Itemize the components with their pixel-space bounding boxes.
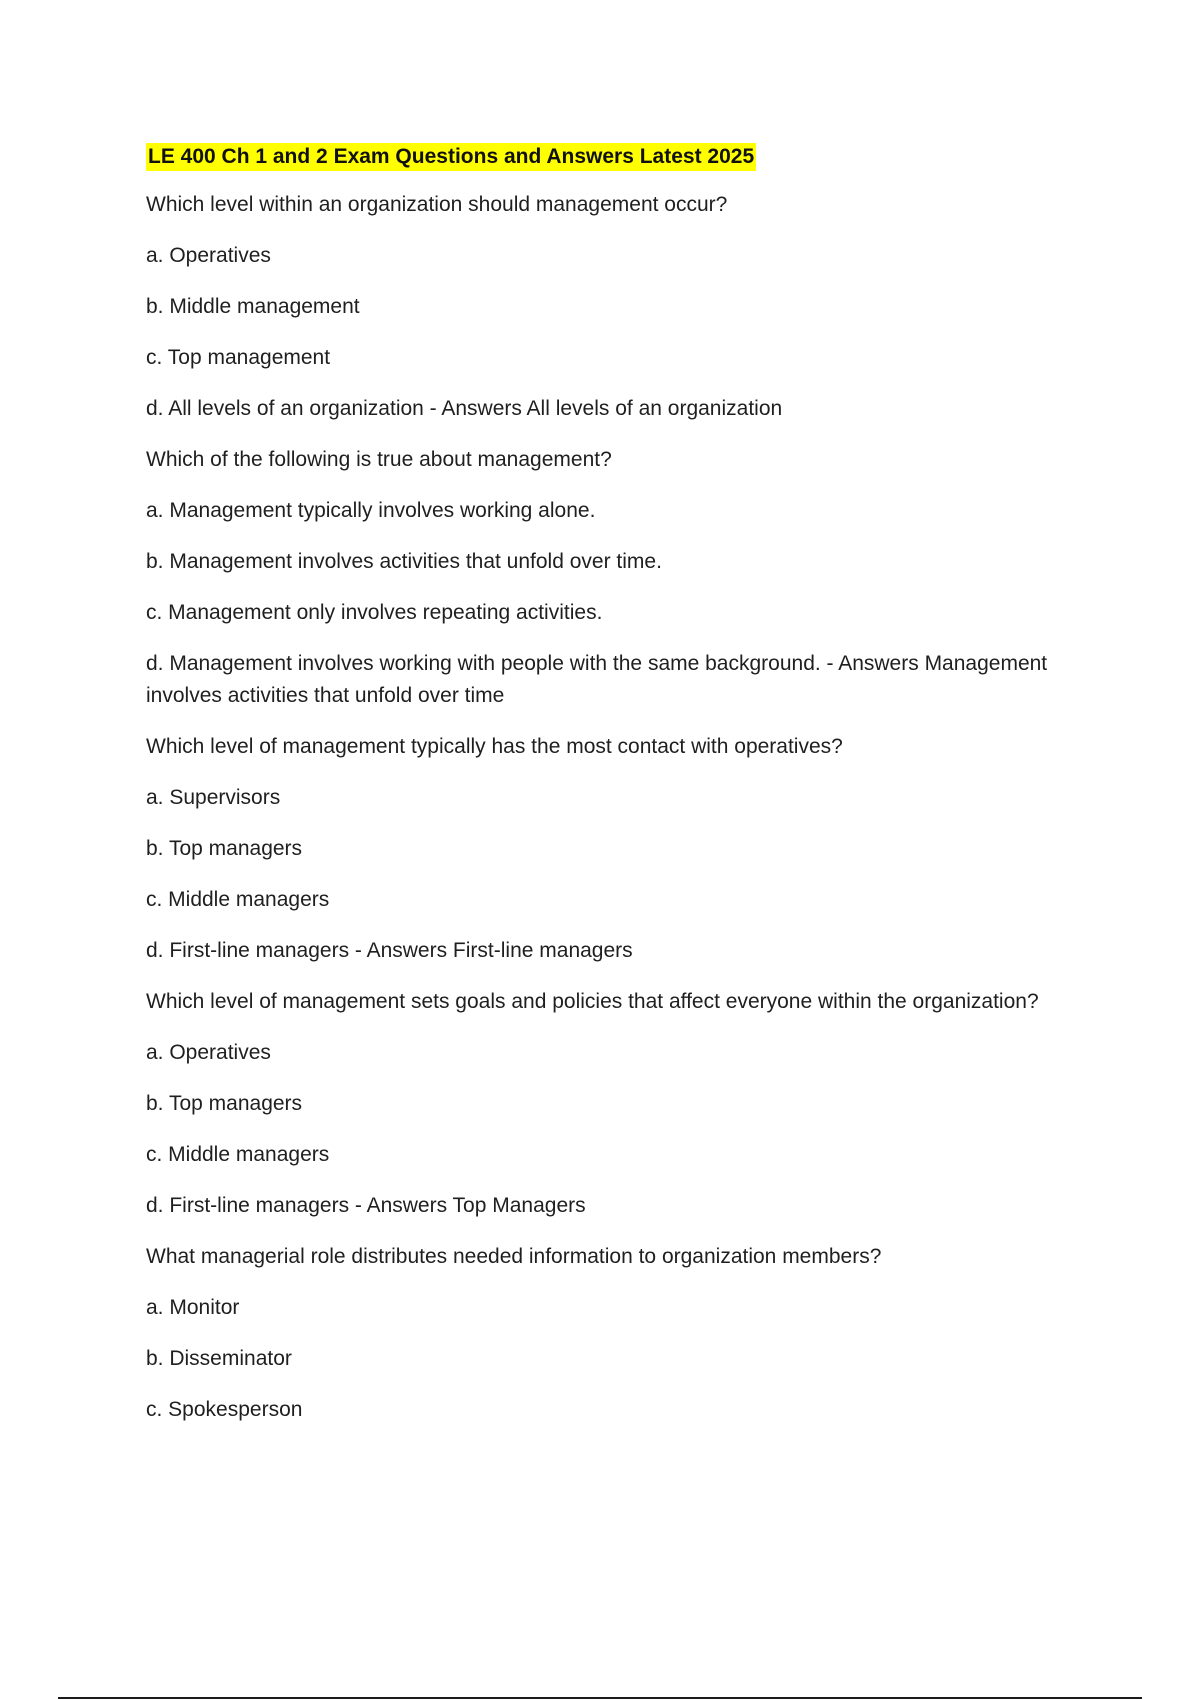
answer-option: d. Management involves working with people with the same background. - Answers Management involves activities that unfold over time xyxy=(146,652,1048,707)
answer-option: b. Top managers xyxy=(146,1092,303,1115)
question-block xyxy=(146,189,1106,425)
title-line xyxy=(146,143,1106,175)
question-block xyxy=(146,444,1106,712)
question-text: Which level of management sets goals and policies that affect everyone within the organization? xyxy=(146,990,1039,1013)
answer-option: d. All levels of an organization - Answers All levels of an organization xyxy=(146,397,783,420)
answer-option: c. Top management xyxy=(146,346,331,369)
question-block xyxy=(146,731,1106,967)
answer-option: b. Top managers xyxy=(146,837,303,860)
answer-option: a. Management typically involves working alone. xyxy=(146,499,596,522)
question-block xyxy=(146,986,1106,1222)
answer-option: b. Disseminator xyxy=(146,1347,292,1370)
document-page xyxy=(146,143,1106,1445)
answer-option: c. Middle managers xyxy=(146,888,330,911)
answer-option: c. Spokesperson xyxy=(146,1398,303,1421)
question-text: What managerial role distributes needed information to organization members? xyxy=(146,1245,882,1268)
question-text: Which level within an organization should management occur? xyxy=(146,193,728,216)
question-block xyxy=(146,1241,1106,1426)
answer-option: b. Middle management xyxy=(146,295,360,318)
answer-option: d. First-line managers - Answers First-line managers xyxy=(146,939,633,962)
answer-option: c. Middle managers xyxy=(146,1143,330,1166)
page-footer-rule xyxy=(58,1697,1142,1699)
answer-option: a. Operatives xyxy=(146,1041,271,1064)
question-text: Which of the following is true about management? xyxy=(146,448,612,471)
document-title: LE 400 Ch 1 and 2 Exam Questions and Answers Latest 2025 xyxy=(146,143,756,171)
answer-option: b. Management involves activities that unfold over time. xyxy=(146,550,662,573)
answer-option: c. Management only involves repeating activities. xyxy=(146,601,603,624)
answer-option: a. Monitor xyxy=(146,1296,240,1319)
answer-option: d. First-line managers - Answers Top Managers xyxy=(146,1194,586,1217)
answer-option: a. Supervisors xyxy=(146,786,281,809)
question-text: Which level of management typically has the most contact with operatives? xyxy=(146,735,843,758)
answer-option: a. Operatives xyxy=(146,244,271,267)
